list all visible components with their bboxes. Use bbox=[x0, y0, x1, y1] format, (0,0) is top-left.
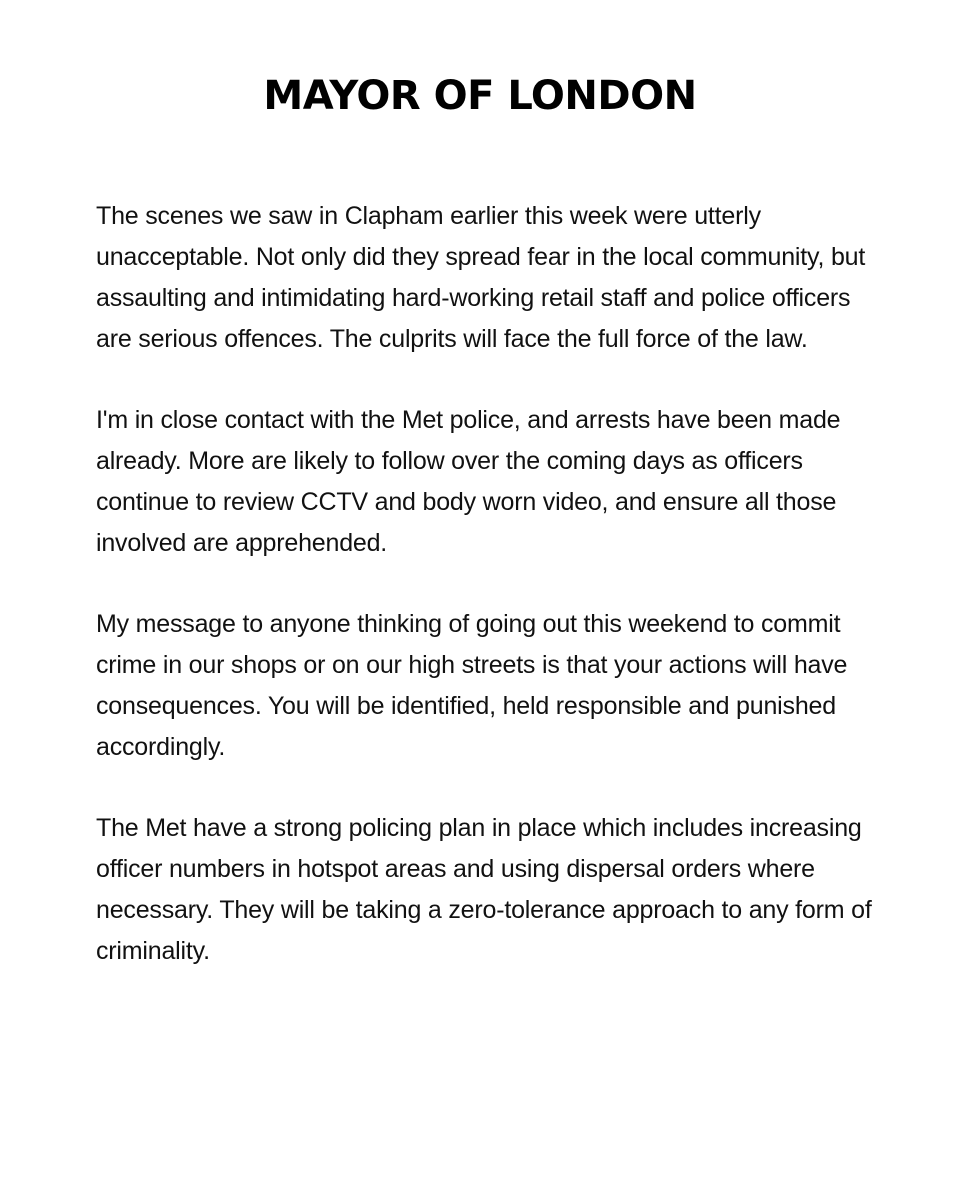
statement-paragraph-2: I'm in close contact with the Met police, and arrests have been made already. More are likely to follow over the coming days as officers continue to review CCTV and body worn video, and ensure all those involved are apprehended. bbox=[96, 406, 841, 557]
statement-paragraph-3: My message to anyone thinking of going out this weekend to commit crime in our shops or on our high streets is that your actions will have consequences. You will be identified, held responsible and punished accordingly. bbox=[96, 610, 848, 761]
statement-body bbox=[96, 196, 876, 1012]
header bbox=[0, 72, 960, 120]
page-title: MAYOR OF LONDON bbox=[263, 73, 697, 119]
statement-paragraph-1: The scenes we saw in Clapham earlier this week were utterly unacceptable. Not only did they spread fear in the local community, but assaulting and intimidating hard-working retail staff and police officers are serious offences. The culprits will face the full force of the law. bbox=[96, 202, 866, 353]
statement-paragraph-4: The Met have a strong policing plan in place which includes increasing officer numbers in hotspot areas and using dispersal orders where necessary. They will be taking a zero-tolerance approach to any form of criminality. bbox=[96, 814, 872, 965]
